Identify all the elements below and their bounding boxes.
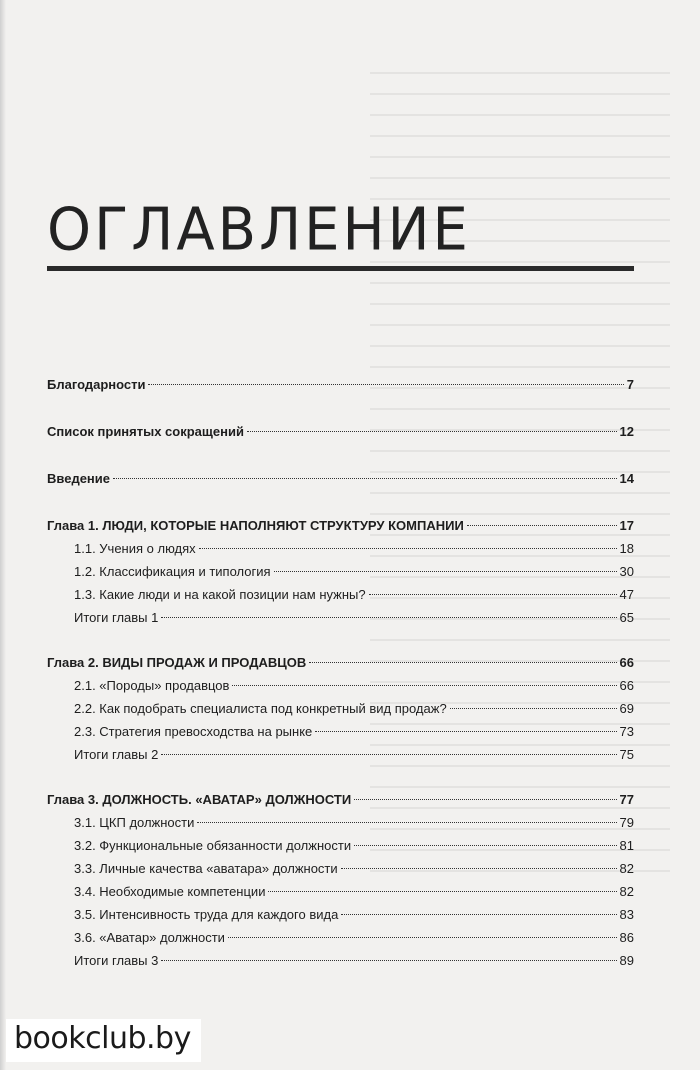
dot-leader xyxy=(228,937,617,938)
toc-entry-page: 14 xyxy=(619,471,634,486)
toc-section-3-3[interactable] xyxy=(47,857,634,880)
toc-section-3-2[interactable] xyxy=(47,834,634,857)
toc-entry-page: 86 xyxy=(619,930,634,945)
dot-leader xyxy=(268,891,616,892)
dot-leader xyxy=(247,431,617,432)
toc-entry-acknowledgements[interactable] xyxy=(47,373,634,396)
dot-leader xyxy=(161,960,616,961)
toc-entry-page: 18 xyxy=(619,541,634,556)
toc-entry-page: 65 xyxy=(619,610,634,625)
toc-entry-page: 73 xyxy=(619,724,634,739)
dot-leader xyxy=(354,799,616,800)
toc-section-3-4[interactable] xyxy=(47,880,634,903)
toc-entry-page: 17 xyxy=(619,518,634,533)
table-of-contents xyxy=(47,373,634,972)
toc-entry-page: 7 xyxy=(626,377,634,392)
toc-entry-title: Глава 3. ДОЛЖНОСТЬ. «АВАТАР» ДОЛЖНОСТИ xyxy=(47,792,352,807)
toc-entry-page: 47 xyxy=(619,587,634,602)
toc-entry-page: 89 xyxy=(619,953,634,968)
dot-leader xyxy=(354,845,616,846)
toc-chapter-2[interactable] xyxy=(47,651,634,674)
toc-entry-page: 30 xyxy=(619,564,634,579)
toc-entry-title: Введение xyxy=(47,471,110,486)
dot-leader xyxy=(274,571,617,572)
toc-entry-title: Глава 2. ВИДЫ ПРОДАЖ И ПРОДАВЦОВ xyxy=(47,655,307,670)
toc-section-3-1[interactable] xyxy=(47,811,634,834)
toc-entry-title: 3.2. Функциональные обязанности должности xyxy=(74,838,352,853)
dot-leader xyxy=(161,754,616,755)
dot-leader xyxy=(113,478,617,479)
toc-entry-title: 3.6. «Аватар» должности xyxy=(74,930,225,945)
toc-chapter-1[interactable] xyxy=(47,514,634,537)
toc-entry-title: Благодарности xyxy=(47,377,146,392)
toc-entry-page: 82 xyxy=(619,861,634,876)
dot-leader xyxy=(341,914,616,915)
toc-entry-title: 2.2. Как подобрать специалиста под конкретный вид продаж? xyxy=(74,701,447,716)
toc-entry-page: 79 xyxy=(619,815,634,830)
toc-entry-page: 69 xyxy=(619,701,634,716)
toc-section-2-1[interactable] xyxy=(47,674,634,697)
dot-leader xyxy=(315,731,616,732)
toc-entry-title: 1.1. Учения о людях xyxy=(74,541,196,556)
dot-leader xyxy=(197,822,616,823)
dot-leader xyxy=(341,868,617,869)
dot-leader xyxy=(161,617,616,618)
toc-entry-title: 3.3. Личные качества «аватара» должности xyxy=(74,861,338,876)
toc-entry-title: Глава 1. ЛЮДИ, КОТОРЫЕ НАПОЛНЯЮТ СТРУКТУРУ КОМПАНИИ xyxy=(47,518,464,533)
toc-entry-title: 3.5. Интенсивность труда для каждого вида xyxy=(74,907,339,922)
dot-leader xyxy=(232,685,616,686)
toc-entry-title: 2.3. Стратегия превосходства на рынке xyxy=(74,724,313,739)
toc-summary-1[interactable] xyxy=(47,606,634,629)
toc-section-2-3[interactable] xyxy=(47,720,634,743)
title-underline xyxy=(47,266,634,271)
toc-entry-title: Итоги главы 3 xyxy=(74,953,159,968)
toc-entry-title: Список принятых сокращений xyxy=(47,424,244,439)
toc-section-1-2[interactable] xyxy=(47,560,634,583)
toc-entry-title: Итоги главы 2 xyxy=(74,747,159,762)
toc-section-3-5[interactable] xyxy=(47,903,634,926)
dot-leader xyxy=(450,708,617,709)
toc-entry-abbreviations[interactable] xyxy=(47,420,634,443)
toc-entry-title: 2.1. «Породы» продавцов xyxy=(74,678,230,693)
toc-entry-page: 77 xyxy=(619,792,634,807)
bleed-through-edge xyxy=(0,0,6,1070)
toc-entry-page: 75 xyxy=(619,747,634,762)
toc-section-3-6[interactable] xyxy=(47,926,634,949)
toc-section-1-3[interactable] xyxy=(47,583,634,606)
toc-entry-page: 12 xyxy=(619,424,634,439)
dot-leader xyxy=(309,662,616,663)
toc-entry-title: 3.1. ЦКП должности xyxy=(74,815,195,830)
toc-chapter-3[interactable] xyxy=(47,788,634,811)
dot-leader xyxy=(199,548,617,549)
toc-entry-title: 1.2. Классификация и типология xyxy=(74,564,271,579)
dot-leader xyxy=(148,384,623,385)
toc-entry-title: 1.3. Какие люди и на какой позиции нам нужны? xyxy=(74,587,366,602)
toc-entry-title: Итоги главы 1 xyxy=(74,610,159,625)
dot-leader xyxy=(467,525,617,526)
dot-leader xyxy=(369,594,617,595)
toc-section-2-2[interactable] xyxy=(47,697,634,720)
toc-entry-page: 81 xyxy=(619,838,634,853)
toc-entry-page: 83 xyxy=(619,907,634,922)
site-watermark: bookclub.by xyxy=(6,1019,201,1062)
toc-entry-page: 66 xyxy=(619,678,634,693)
toc-summary-3[interactable] xyxy=(47,949,634,972)
toc-entry-page: 66 xyxy=(619,655,634,670)
toc-section-1-1[interactable] xyxy=(47,537,634,560)
page-title: ОГЛАВЛЕНИЕ xyxy=(47,196,471,265)
toc-entry-page: 82 xyxy=(619,884,634,899)
toc-entry-introduction[interactable] xyxy=(47,467,634,490)
toc-entry-title: 3.4. Необходимые компетенции xyxy=(74,884,266,899)
toc-summary-2[interactable] xyxy=(47,743,634,766)
